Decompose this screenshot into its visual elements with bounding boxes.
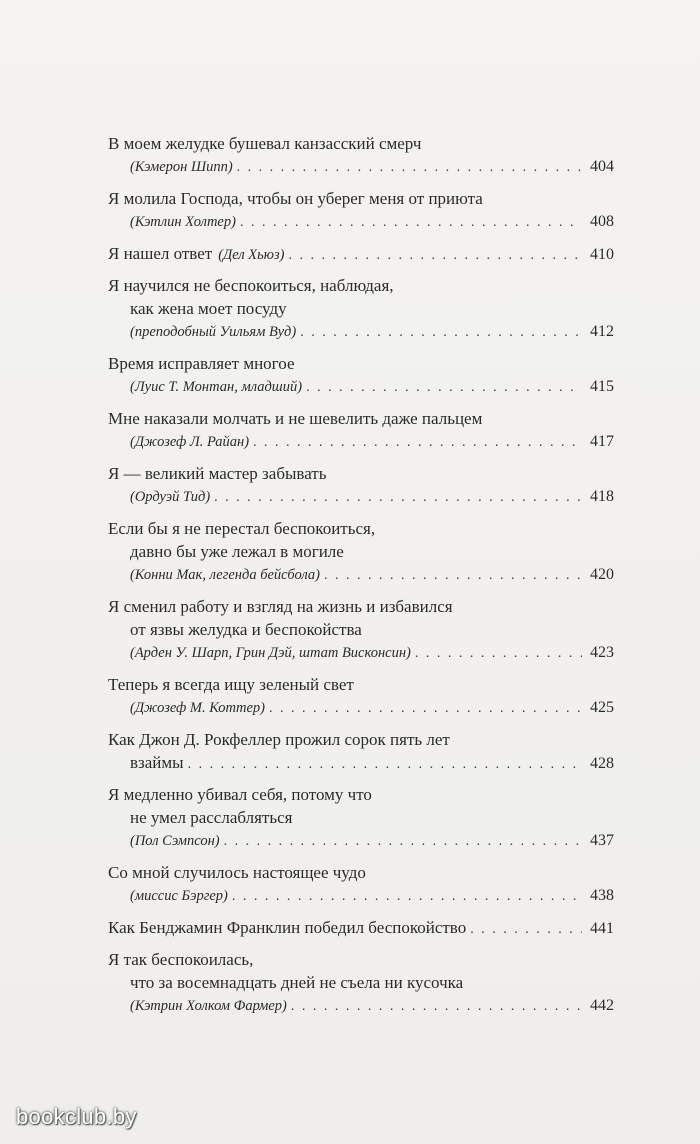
- site-watermark: bookclub.by: [16, 1104, 137, 1129]
- leader-dots: [470, 918, 582, 941]
- leader-dots: [269, 697, 582, 720]
- entry-author: (Кэтлин Холтер): [130, 214, 236, 230]
- page-number: 415: [590, 378, 614, 395]
- leader-dots: [214, 486, 582, 509]
- page-number: 425: [590, 699, 614, 716]
- entry-title: В моем желудке бушевал канзасский смерч: [108, 134, 422, 153]
- toc-entry[interactable]: [108, 948, 614, 1017]
- entry-title: Время исправляет многое: [108, 354, 295, 373]
- page-number: 423: [590, 644, 614, 661]
- toc-entry[interactable]: [108, 462, 614, 508]
- entry-title: Мне наказали молчать и не шевелить даже пальцем: [108, 409, 483, 428]
- toc-entry[interactable]: [108, 187, 614, 233]
- entry-title: Я нашел ответ: [108, 244, 213, 263]
- page-number: 420: [590, 566, 614, 583]
- entry-title: Если бы я не перестал беспокоиться,: [108, 519, 376, 538]
- page-number: 437: [590, 832, 614, 849]
- entry-author: (Луис Т. Монтан, младший): [130, 379, 303, 395]
- entry-author: (Конни Мак, легенда бейсбола): [130, 567, 320, 583]
- entry-title-continuation: от язвы желудка и беспокойства: [130, 620, 362, 639]
- leader-dots: [288, 244, 582, 267]
- toc-entry[interactable]: [108, 728, 614, 774]
- toc-entry[interactable]: [108, 673, 614, 719]
- toc-entry[interactable]: [108, 783, 614, 852]
- entry-title: Я сменил работу и взгляд на жизнь и избавился: [108, 597, 453, 616]
- leader-dots: [188, 753, 582, 776]
- entry-author: (Джозеф Л. Райан): [130, 434, 250, 450]
- entry-author: (преподобный Уильям Вуд): [130, 324, 297, 340]
- leader-dots: [300, 321, 582, 344]
- page-number: 412: [590, 323, 614, 340]
- leader-dots: [224, 830, 582, 853]
- page-number: 418: [590, 488, 614, 505]
- entry-title: Со мной случилось настоящее чудо: [108, 863, 366, 882]
- entry-title: Я научился не беспокоиться, наблюдая,: [108, 276, 394, 295]
- entry-title: Я — великий мастер забывать: [108, 464, 327, 483]
- page-number: 404: [590, 158, 614, 175]
- entry-author: (Ордуэй Тид): [130, 489, 211, 505]
- toc-entry[interactable]: [108, 916, 614, 939]
- entry-author: (Кэтрин Холком Фармер): [130, 998, 287, 1014]
- entry-title: Как Джон Д. Рокфеллер прожил сорок пять лет: [108, 730, 450, 749]
- entry-author: (миссис Бэргер): [130, 888, 228, 904]
- page-number: 428: [590, 755, 614, 772]
- toc-entry[interactable]: [108, 861, 614, 907]
- entry-author: (Арден У. Шарп, Грин Дэй, штат Висконсин): [130, 645, 411, 661]
- leader-dots: [253, 431, 582, 454]
- entry-author: (Джозеф М. Коттер): [130, 700, 266, 716]
- entry-title-continuation: давно бы уже лежал в могиле: [130, 542, 344, 561]
- page-number: 417: [590, 433, 614, 450]
- table-of-contents: [108, 132, 614, 1017]
- leader-dots: [306, 376, 582, 399]
- toc-entry[interactable]: [108, 242, 614, 265]
- toc-entry[interactable]: [108, 352, 614, 398]
- entry-title-continuation: взаймы: [130, 753, 184, 772]
- entry-title-continuation: не умел расслабляться: [130, 808, 293, 827]
- page-number: 441: [590, 920, 614, 937]
- toc-entry[interactable]: [108, 595, 614, 664]
- toc-entry[interactable]: [108, 517, 614, 586]
- entry-title: Я медленно убивал себя, потому что: [108, 785, 372, 804]
- toc-entry[interactable]: [108, 132, 614, 178]
- entry-title: Теперь я всегда ищу зеленый свет: [108, 675, 354, 694]
- entry-author: (Дел Хьюз): [218, 247, 285, 263]
- page-number: 410: [590, 246, 614, 263]
- toc-entry[interactable]: [108, 274, 614, 343]
- leader-dots: [324, 564, 582, 587]
- leader-dots: [237, 156, 582, 179]
- page-number: 442: [590, 997, 614, 1014]
- leader-dots: [291, 995, 582, 1018]
- page-number: 438: [590, 887, 614, 904]
- leader-dots: [232, 885, 582, 908]
- leader-dots: [415, 642, 582, 665]
- entry-title: Как Бенджамин Франклин победил беспокойство: [108, 918, 467, 937]
- entry-title: Я молила Господа, чтобы он уберег меня от приюта: [108, 189, 483, 208]
- toc-entry[interactable]: [108, 407, 614, 453]
- entry-author: (Кэмерон Шипп): [130, 159, 233, 175]
- leader-dots: [240, 211, 582, 234]
- entry-title-continuation: что за восемнадцать дней не съела ни кусочка: [130, 973, 464, 992]
- entry-title-continuation: как жена моет посуду: [130, 299, 287, 318]
- page-number: 408: [590, 213, 614, 230]
- entry-title: Я так беспокоилась,: [108, 950, 254, 969]
- entry-author: (Пол Сэмпсон): [130, 833, 220, 849]
